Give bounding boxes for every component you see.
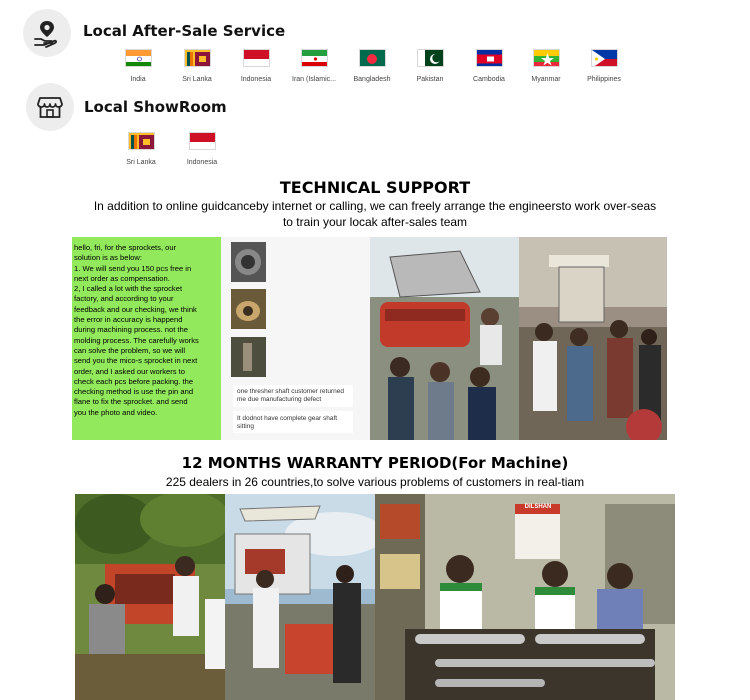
country-label: Sri Lanka xyxy=(182,76,212,83)
country-label: Iran (Islamic... xyxy=(292,76,336,83)
chat-message-panel xyxy=(72,237,221,440)
defective-parts-panel xyxy=(221,237,370,440)
technical-support-line-2: to train your locak after-sales team xyxy=(282,215,468,229)
country-label: Pakistan xyxy=(416,76,444,83)
country-label: Sri Lanka xyxy=(126,159,156,166)
chat-message-text: hello, fri, for the sprockets, our solution is as below: 1. We will send you 150 pcs free in next order as compensation. 2, I called a lot with the sprocket factory, and according to your feedback and our checking, we think the error in accuracy is happend during machining process. not the molding process. The carefully works can solve the problem, so we will send you the mico-s sprocket in next order, and I asked our workers to check each pcs before packing. the checking method is use the pin and flane to fix the sprocket. and send you the photo and video. xyxy=(74,243,199,417)
warranty-subline: 225 dealers in 26 countries,to solve various problems of customers in real-tiam xyxy=(165,475,585,489)
map-pin-hand-icon xyxy=(32,18,62,48)
after-sale-country-cambodia xyxy=(459,49,519,83)
india-flag-icon xyxy=(125,49,152,67)
after-sale-country-sri-lanka xyxy=(167,49,227,83)
after-sale-title: Local After-Sale Service xyxy=(83,22,286,40)
iran-islamic-flag-icon xyxy=(301,49,328,67)
myanmar-flag-icon xyxy=(533,49,560,67)
showroom-country-sri-lanka xyxy=(111,132,171,166)
country-label: Cambodia xyxy=(473,76,505,83)
country-label: Indonesia xyxy=(186,159,218,166)
training-crowd-photo xyxy=(370,237,519,440)
country-label: Bangladesh xyxy=(353,76,391,83)
field-service-photo xyxy=(75,494,225,700)
indonesia-flag-icon xyxy=(189,132,216,150)
technical-support-line-1: In addition to online guidcanceby internet or calling, we can freely arrange the engineersto work over-seas xyxy=(93,199,657,213)
bangladesh-flag-icon xyxy=(359,49,386,67)
defective-parts-photos xyxy=(221,237,370,440)
after-sale-country-iran-islamic xyxy=(284,49,344,83)
philippines-flag-icon xyxy=(591,49,618,67)
pakistan-flag-icon xyxy=(417,49,444,67)
shop-sign-text: DILSHAN xyxy=(524,504,552,510)
training-photo-1 xyxy=(370,237,519,440)
showroom-icon-circle xyxy=(26,83,74,131)
country-label: Indonesia xyxy=(240,76,272,83)
country-label: Myanmar xyxy=(531,76,561,83)
showroom-country-indonesia xyxy=(172,132,232,166)
showroom-title: Local ShowRoom xyxy=(84,98,227,116)
after-sale-country-india xyxy=(108,49,168,83)
after-sale-country-pakistan xyxy=(400,49,460,83)
sri-lanka-flag-icon xyxy=(128,132,155,150)
harvester-photo xyxy=(225,494,375,700)
after-sale-country-indonesia xyxy=(226,49,286,83)
after-sale-icon-circle xyxy=(23,9,71,57)
shop-service-photo xyxy=(375,494,675,700)
after-sale-country-philippines xyxy=(574,49,634,83)
storefront-icon xyxy=(36,93,64,121)
field-repair-photo xyxy=(75,494,225,700)
after-sale-country-myanmar xyxy=(516,49,576,83)
shop-dealers-photo xyxy=(375,494,675,700)
warranty-heading: 12 MONTHS WARRANTY PERIOD(For Machine) xyxy=(181,454,569,472)
after-sale-country-bangladesh xyxy=(342,49,402,83)
country-label: Philippines xyxy=(587,76,621,83)
training-session-photo xyxy=(519,237,667,440)
cambodia-flag-icon xyxy=(476,49,503,67)
sri-lanka-flag-icon xyxy=(184,49,211,67)
training-photo-2 xyxy=(519,237,667,440)
indonesia-flag-icon xyxy=(243,49,270,67)
defect-caption-1: one thresher shaft customer returned me due manufacturing defect xyxy=(237,388,344,403)
country-label: India xyxy=(130,76,146,83)
harvester-service-photo xyxy=(225,494,375,700)
defect-caption-2: It dodnot have complete gear shaft sitting xyxy=(237,415,338,430)
technical-support-heading: TECHNICAL SUPPORT xyxy=(279,178,471,197)
